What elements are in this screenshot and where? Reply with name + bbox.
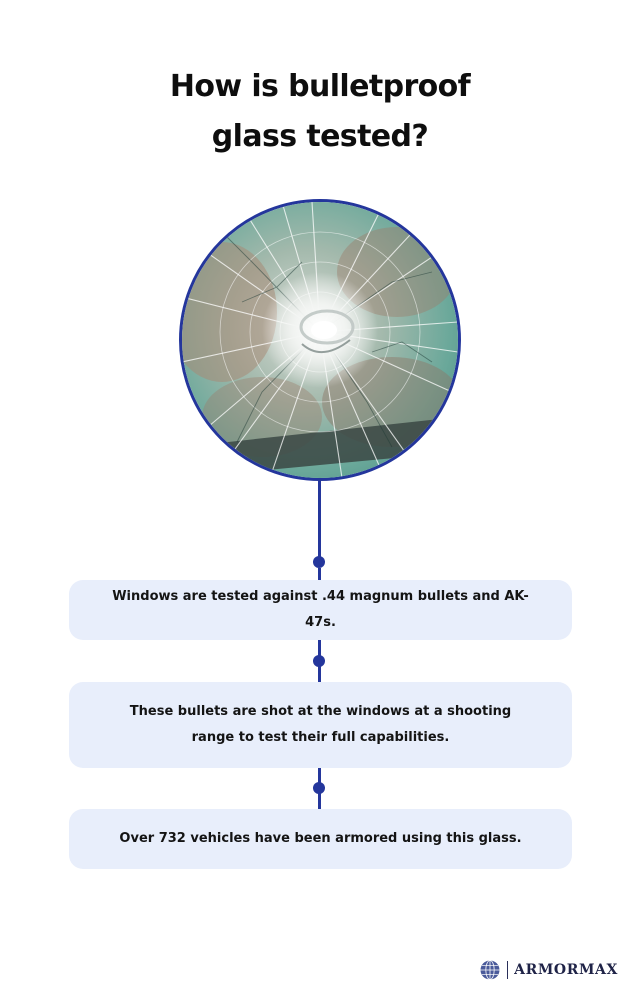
page-title <box>0 62 640 162</box>
globe-icon <box>479 959 501 981</box>
page-title-line-1: How is bulletproof <box>169 69 471 104</box>
shattered-glass-photo <box>179 199 461 481</box>
fact-text-3: Over 732 vehicles have been armored using this glass. <box>119 831 522 846</box>
brand-name: ARMORMAX <box>514 962 618 978</box>
connector-line-1 <box>318 478 321 563</box>
connector-dot-1 <box>313 556 325 568</box>
fact-text-2: These bullets are shot at the windows at a shooting range to test their full capabilities. <box>129 704 512 745</box>
connector-dot-3 <box>313 782 325 794</box>
fact-text-1: Windows are tested against .44 magnum bullets and AK-47s. <box>112 589 529 630</box>
page-title-line-2: glass tested? <box>211 119 429 154</box>
logo-divider <box>507 961 508 979</box>
shattered-glass-illustration <box>182 202 458 478</box>
fact-card-1 <box>69 580 572 640</box>
fact-card-3 <box>69 809 572 869</box>
connector-line-2 <box>318 568 321 580</box>
fact-card-2 <box>69 682 572 768</box>
connector-dot-2 <box>313 655 325 667</box>
armormax-logo <box>479 958 618 982</box>
